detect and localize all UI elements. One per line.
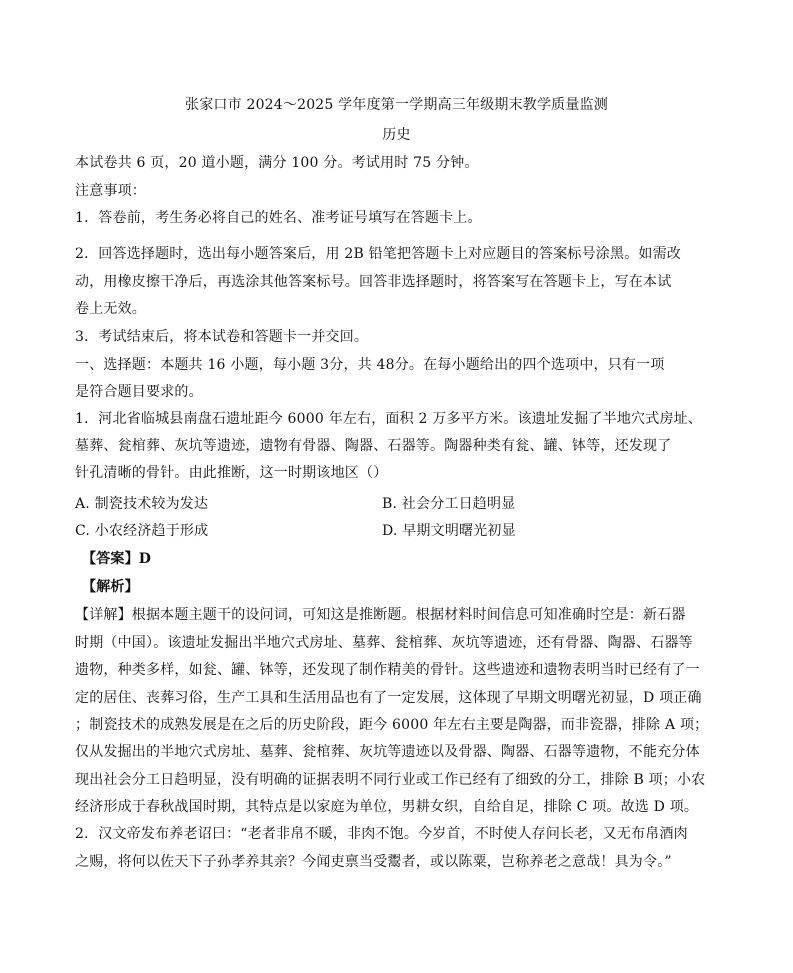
q1-option-d: D. 早期文明曙光初显 xyxy=(382,523,516,539)
q1-stem-line-2: 墓葬、瓮棺葬、灰坑等遗迹，遗物有骨器、陶器、石器等。陶器种类有瓮、罐、钵等，还发现了 xyxy=(75,438,672,454)
q1-option-a: A. 制瓷技术较为发达 xyxy=(75,496,209,512)
q1-detail-line-3: 遗物，种类多样，如瓮、罐、钵等，还发现了制作精美的骨针。这些遗迹和遗物表明当时已经有了一 xyxy=(75,662,700,678)
q1-detail-line-8: 经济形成于春秋战国时期，其特点是以家庭为单位，男耕女织，自给自足，排除 C 项。故选 D 项。 xyxy=(75,799,699,815)
q2-stem-line-2: 之赐，将何以佐天下子孙孝养其亲？今闻吏禀当受鬻者，或以陈粟，岂称养老之意哉！具为令。” xyxy=(75,854,672,870)
exam-title: 张家口市 2024～2025 学年度第一学期高三年级期末教学质量监测 xyxy=(185,97,608,113)
note-2-line-1: 2．回答选择题时，选出每小题答案后，用 2B 铅笔把答题卡上对应题目的答案标号涂黑。如需改 xyxy=(75,246,682,262)
exam-summary: 本试卷共 6 页，20 道小题，满分 100 分。考试用时 75 分钟。 xyxy=(75,155,479,171)
q1-detail-line-5: ；制瓷技术的成熟发展是在之后的历史阶段，距今 6000 年左右主要是陶器，而非瓷器，排除 A 项； xyxy=(75,717,709,733)
q2-stem-line-1: 2．汉文帝发布养老诏曰：“老者非帛不暖，非肉不饱。今岁首，不时使人存问长老，又无布帛酒肉 xyxy=(75,826,688,842)
q1-detail-line-2: 时期（中国）。该遗址发掘出半地穴式房址、墓葬、瓮棺葬、灰坑等遗迹，还有骨器、陶器、石器等 xyxy=(75,635,693,651)
subject-title: 历史 xyxy=(382,127,411,143)
q1-detail-line-1: 【详解】根据本题主题干的设问词，可知这是推断题。根据材料时间信息可知准确时空是：新石器 xyxy=(75,607,686,623)
note-1: 1．答卷前，考生务必将自己的姓名、准考证号填写在答题卡上。 xyxy=(75,210,482,226)
q1-option-c: C. 小农经济趋于形成 xyxy=(75,523,209,539)
q1-stem-line-3: 针孔清晰的骨针。由此推断，这一时期该地区（） xyxy=(75,465,388,481)
q1-stem-line-1: 1．河北省临城县南盘石遗址距今 6000 年左右，面积 2 万多平方米。该遗址发掘了半地穴式房址、 xyxy=(75,411,703,427)
note-2-line-3: 卷上无效。 xyxy=(75,301,146,317)
q1-detail-line-7: 现出社会分工日趋明显，没有明确的证据表明不同行业或工作已经有了细致的分工，排除 B 项；小农 xyxy=(75,772,706,788)
notes-heading: 注意事项： xyxy=(75,183,146,199)
q1-answer: 【答案】D xyxy=(82,551,152,567)
q1-option-b: B. 社会分工日趋明显 xyxy=(382,496,516,512)
q1-detail-line-6: 仅从发掘出的半地穴式房址、墓葬、瓮棺葬、灰坑等遗迹以及骨器、陶器、石器等遗物，不能充分体 xyxy=(75,744,700,760)
note-3: 3．考试结束后，将本试卷和答题卡一并交回。 xyxy=(75,329,369,345)
section-heading-line-2: 是符合题目要求的。 xyxy=(75,384,203,400)
q1-detail-line-4: 定的居住、丧葬习俗，生产工具和生活用品也有了一定发展，这体现了早期文明曙光初显，D 项正确 xyxy=(75,690,702,706)
note-2-line-2: 动，用橡皮擦干净后，再选涂其他答案标号。回答非选择题时，将答案写在答题卡上，写在本试 xyxy=(75,274,672,290)
section-heading-line-1: 一、选择题：本题共 16 小题，每小题 3分，共 48分。在每小题给出的四个选项中，只有一项 xyxy=(75,357,665,373)
q1-analysis-heading: 【解析】 xyxy=(82,579,139,595)
